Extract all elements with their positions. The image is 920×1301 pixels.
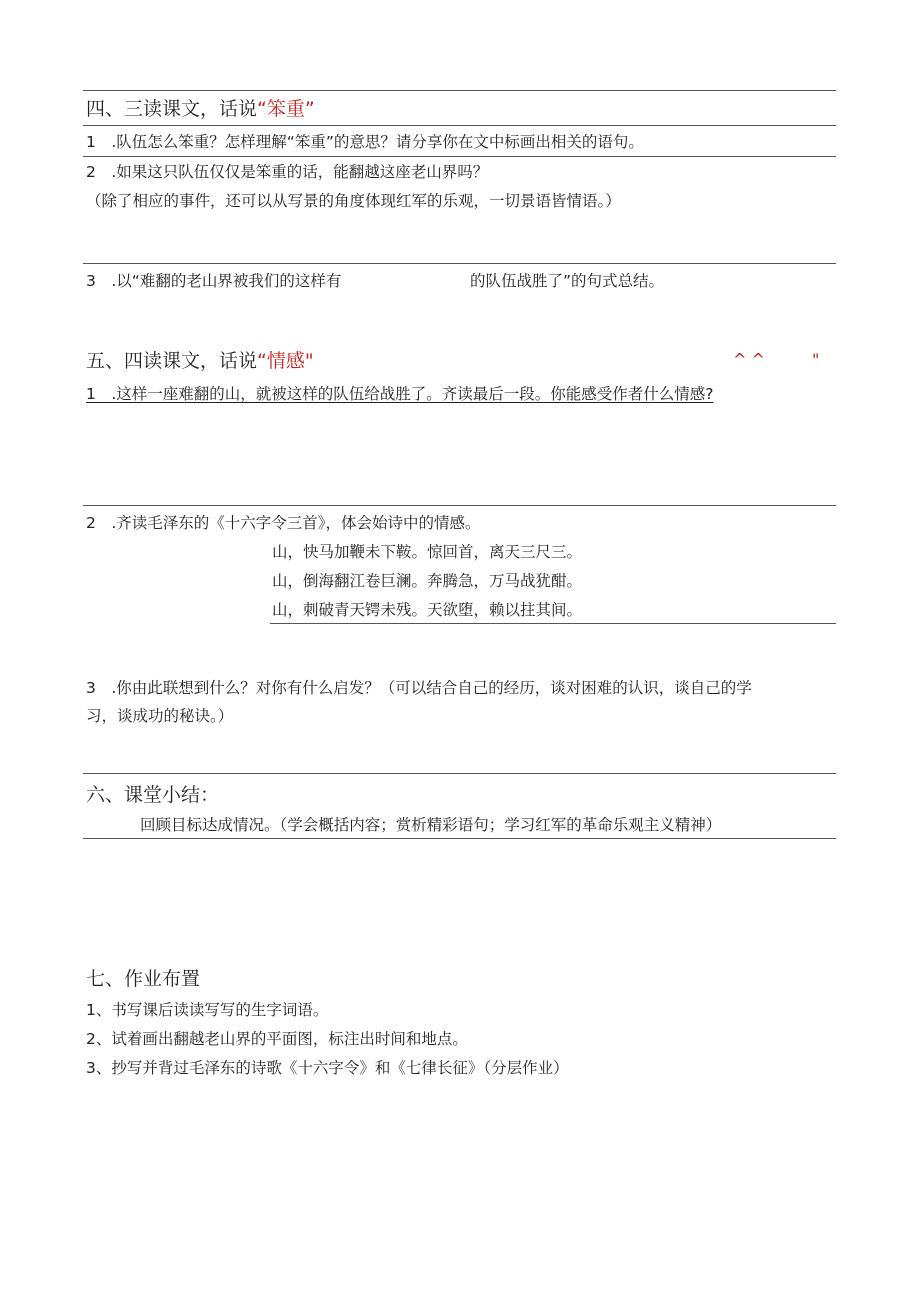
section5-answer-rule [83,505,836,506]
section4-question-2: 2 .如果这只队伍仅仅是笨重的话，能翻越这座老山界吗？ [86,163,489,181]
section4-title-rule [83,125,836,126]
section6-title: 六、课堂小结： [86,784,220,806]
section6-bottom-rule [83,838,836,839]
poem-line-2: 山，倒海翻江卷巨澜。奔腾急，万马战犹酣。 [272,572,583,590]
section5-title [86,349,314,373]
section5-title-prefix: 五、四读课文，话说 [86,350,258,372]
section5-question-1 [86,384,714,404]
section4-title-highlight: “笨重” [257,98,315,120]
section5-title-marks-2: " [812,350,820,369]
section6-top-rule [83,773,836,774]
section4-question-2-note: （除了相应的事件，还可以从写景的角度体现红军的乐观，一切景语皆情语。） [86,192,621,210]
section4-question-3-part2: 的队伍战胜了”的句式总结。 [470,272,665,290]
section4-answer-rule [83,263,836,264]
section5-question-3-line2: 习，谈成功的秘诀。） [86,707,234,725]
section5-title-highlight: “情感" [257,350,314,372]
poem-line-3: 山，刺破青天锷未残。天欲堕，赖以拄其间。 [272,601,583,619]
homework-item-1: 1、书写课后读读写写的生字词语。 [86,1001,329,1019]
poem-rule [270,623,836,624]
section5-title-marks-1: ^ ^ [733,350,765,369]
homework-item-3: 3、抄写并背过毛泽东的诗歌《十六字令》和《七律长征》（分层作业） [86,1059,569,1077]
section4-question-3-part1: 3 .以“难翻的老山界被我们的这样有 [86,272,342,290]
section5-question-3-line1: 3 .你由此联想到什么？对你有什么启发？（可以结合自己的经历，谈对困难的认识，谈自己的学 [86,679,752,697]
section4-question-1: 1 .队伍怎么笨重？怎样理解“笨重”的意思？请分享你在文中标画出相关的语句。 [86,133,644,151]
section7-title: 七、作业布置 [86,968,201,990]
section4-q1-rule [83,156,836,157]
section4-title [86,97,315,121]
poem-line-1: 山，快马加鞭未下鞍。惊回首，离天三尺三。 [272,543,583,561]
homework-item-2: 2、试着画出翻越老山界的平面图，标注出时间和地点。 [86,1030,468,1048]
section4-title-prefix: 四、三读课文，话说 [86,98,258,120]
section6-summary: 回顾目标达成情况。（学会概括内容；赏析精彩语句；学习红军的革命乐观主义精神） [140,816,722,834]
section4-top-rule [83,90,836,91]
section5-q1-text: 1 .这样一座难翻的山，就被这样的队伍给战胜了。齐读最后一段。你能感受作者什么情感? [86,385,714,403]
section5-question-2: 2 .齐读毛泽东的《十六字令三首》，体会始诗中的情感。 [86,514,481,532]
